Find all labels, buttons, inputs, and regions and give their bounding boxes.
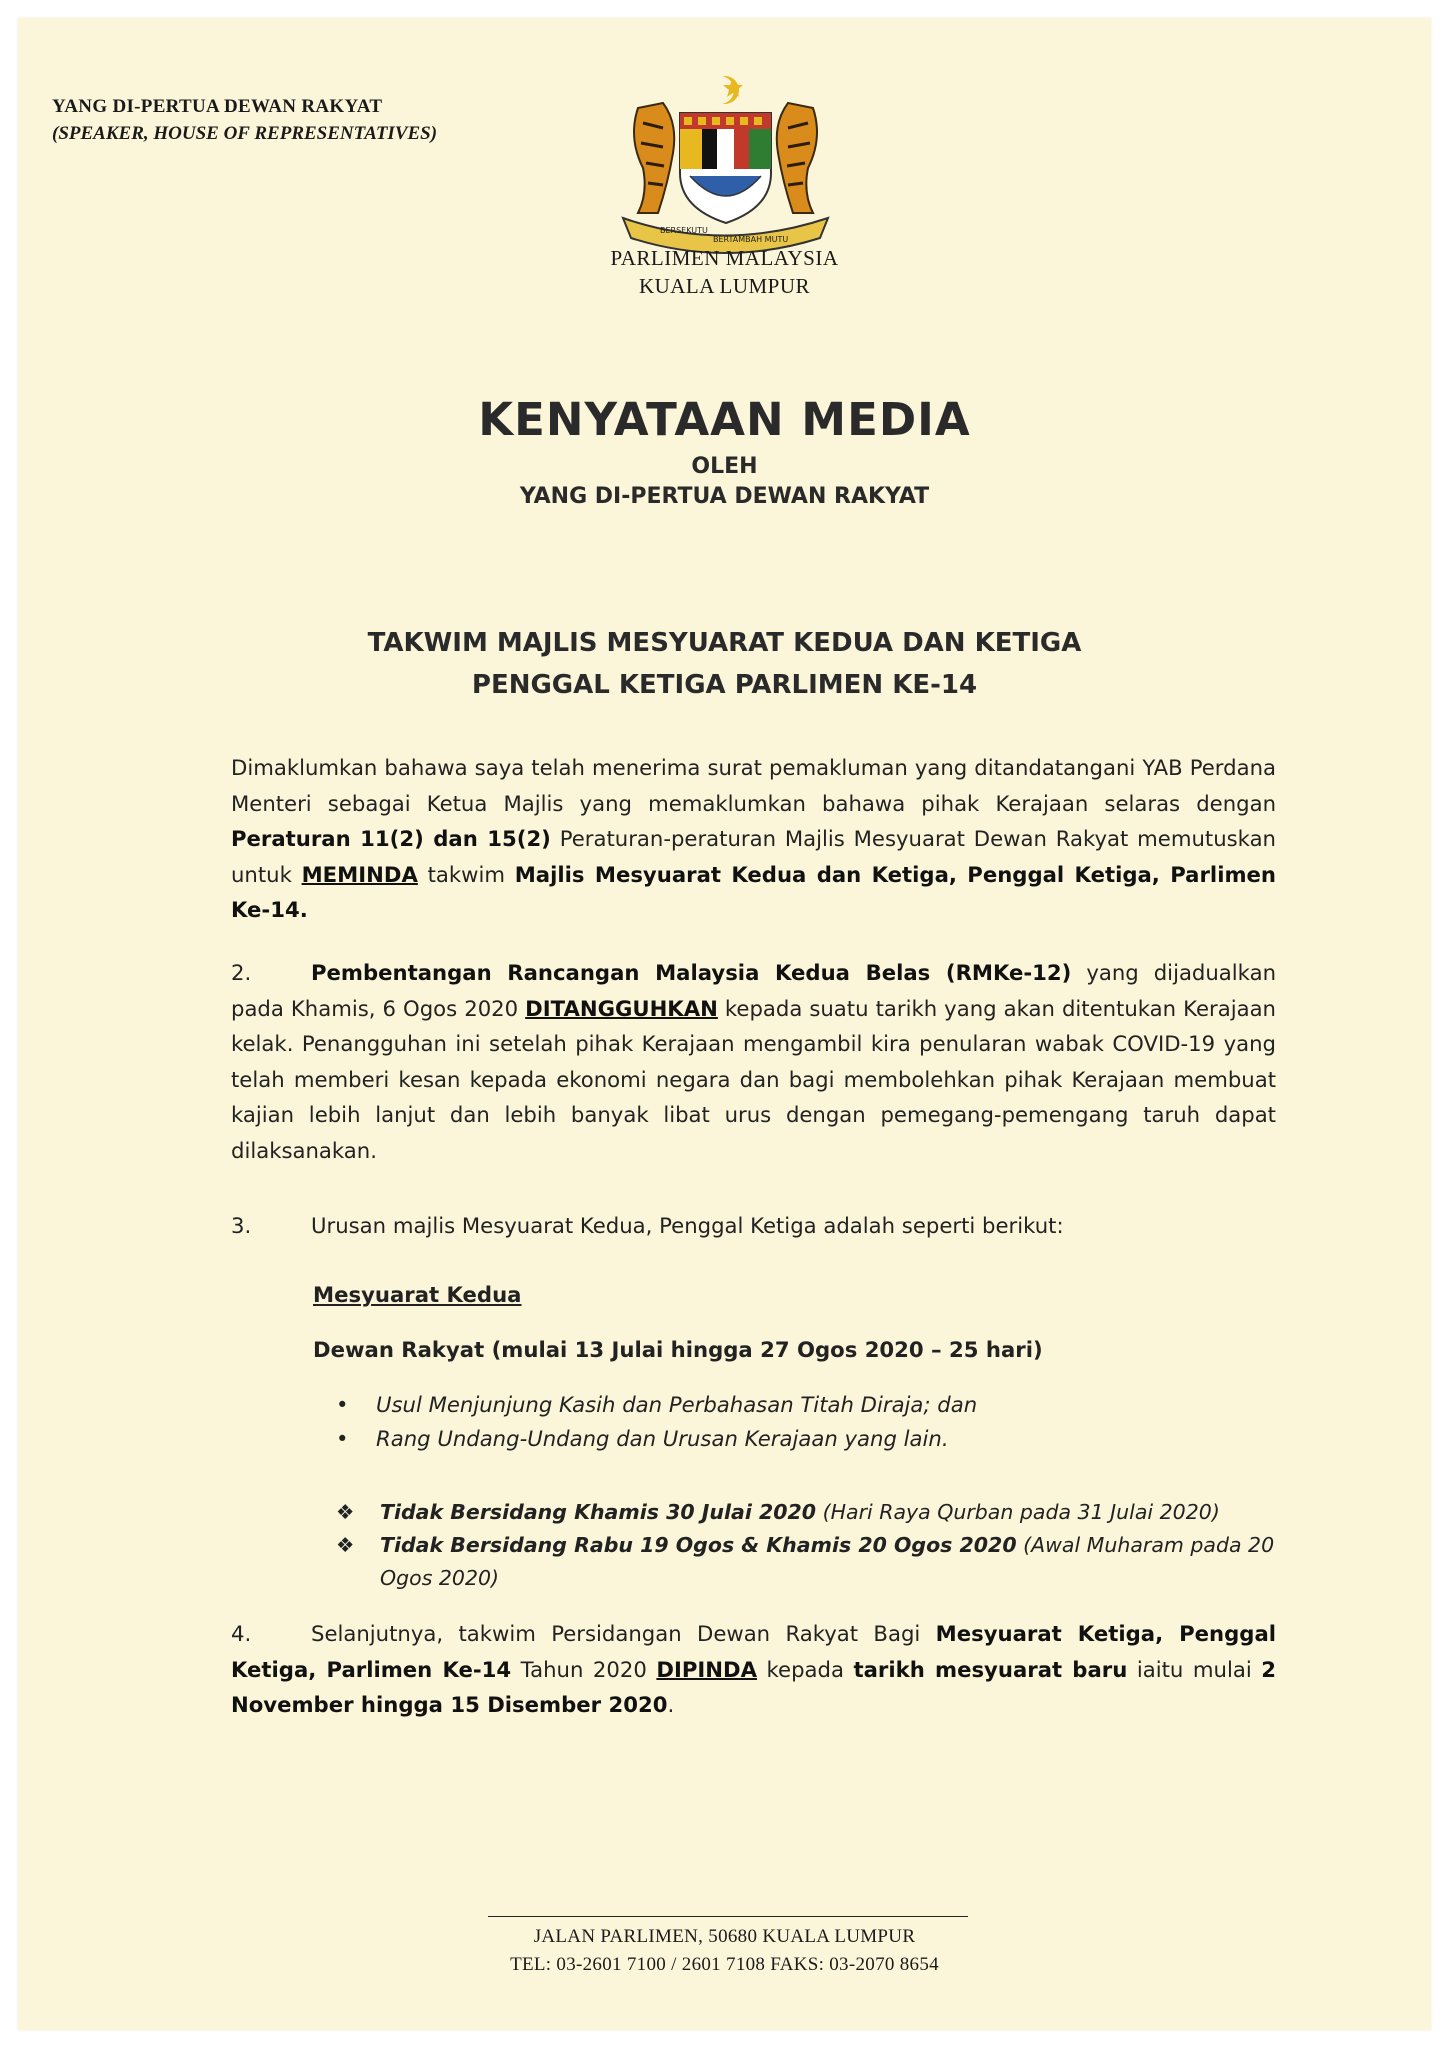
title-author: YANG DI-PERTUA DEWAN RAKYAT xyxy=(519,484,930,509)
note-item: ❖ Tidak Bersidang Khamis 30 Julai 2020 (Hari Raya Qurban pada 31 Julai 2020) xyxy=(336,1500,1220,1524)
parliament-name: PARLIMEN MALAYSIA xyxy=(610,246,839,270)
title-oleh: OLEH xyxy=(691,454,758,479)
agenda-list xyxy=(336,1388,1286,1456)
speaker-subtitle: (SPEAKER, HOUSE OF REPRESENTATIVES) xyxy=(52,123,438,144)
note-item: ❖ Tidak Bersidang Rabu 19 Ogos & Khamis 20 Ogos 2020 (Awal Muharam pada 20 Ogos 2020) xyxy=(336,1533,1275,1590)
paragraph-3: 3. Urusan majlis Mesyuarat Kedua, Penggal Ketiga adalah seperti berikut: xyxy=(231,1213,1064,1238)
subject-line-2: PENGGAL KETIGA PARLIMEN KE-14 xyxy=(471,670,978,700)
speaker-title: YANG DI-PERTUA DEWAN RAKYAT xyxy=(52,96,383,117)
document-page xyxy=(18,18,1431,2030)
no-sitting-notes xyxy=(336,1496,1286,1595)
meeting-schedule: Dewan Rakyat (mulai 13 Julai hingga 27 Ogos 2020 – 25 hari) xyxy=(313,1337,1043,1362)
list-item: • Rang Undang-Undang dan Urusan Kerajaan yang lain. xyxy=(336,1426,949,1451)
footer-contact: TEL: 03-2601 7100 / 2601 7108 FAKS: 03-2070 8654 xyxy=(510,1954,939,1975)
crest-motto-left: BERSEKUTU xyxy=(660,226,708,235)
subject-line-1: TAKWIM MAJLIS MESYUARAT KEDUA DAN KETIGA xyxy=(367,628,1082,658)
paragraph-4: 4. Selanjutnya, takwim Persidangan Dewan Rakyat Bagi Mesyuarat Ketiga, Penggal Ketiga, Parlimen Ke-14 Tahun 2020 DIPINDA kepada tarikh mesyuarat baru iaitu mulai 2 November hingga 15 Disember 2020. xyxy=(231,1621,1277,1717)
paragraph-1: Dimaklumkan bahawa saya telah menerima surat pemakluman yang ditandatangani YAB Perdana Menteri sebagai Ketua Majlis yang memaklumkan bahawa pihak Kerajaan selaras dengan Peraturan 11(2) dan 15(2) Peraturan-peraturan Majlis Mesyuarat Dewan Rakyat memutuskan untuk MEMINDA takwim Majlis Mesyuarat Kedua dan Ketiga, Penggal Ketiga, Parlimen Ke-14. xyxy=(231,755,1276,922)
meeting-title: Mesyuarat Kedua xyxy=(313,1282,522,1307)
list-item: • Usul Menjunjung Kasih dan Perbahasan Titah Diraja; dan xyxy=(336,1392,978,1417)
paragraph-2: 2. Pembentangan Rancangan Malaysia Kedua Belas (RMKe-12) yang dijadualkan pada Khamis, 6 Ogos 2020 DITANGGUHKAN kepada suatu tarikh yang akan ditentukan Kerajaan kelak. Penangguhan ini setelah pihak Kerajaan mengambil kira penularan wabak COVID-19 yang telah memberi kesan kepada ekonomi negara dan bagi membolehkan pihak Kerajaan membuat kajian lebih lanjut dan lebih banyak libat urus dengan pemegang-pemengang taruh dapat dilaksanakan. xyxy=(231,960,1276,1163)
footer-divider xyxy=(488,1916,968,1918)
crest-motto-center: BERTAMBAH MUTU xyxy=(713,235,789,244)
document-title: KENYATAAN MEDIA xyxy=(478,393,971,446)
city-name: KUALA LUMPUR xyxy=(638,274,811,298)
footer-address: JALAN PARLIMEN, 50680 KUALA LUMPUR xyxy=(533,1926,916,1947)
coat-of-arms-logo xyxy=(608,68,843,258)
